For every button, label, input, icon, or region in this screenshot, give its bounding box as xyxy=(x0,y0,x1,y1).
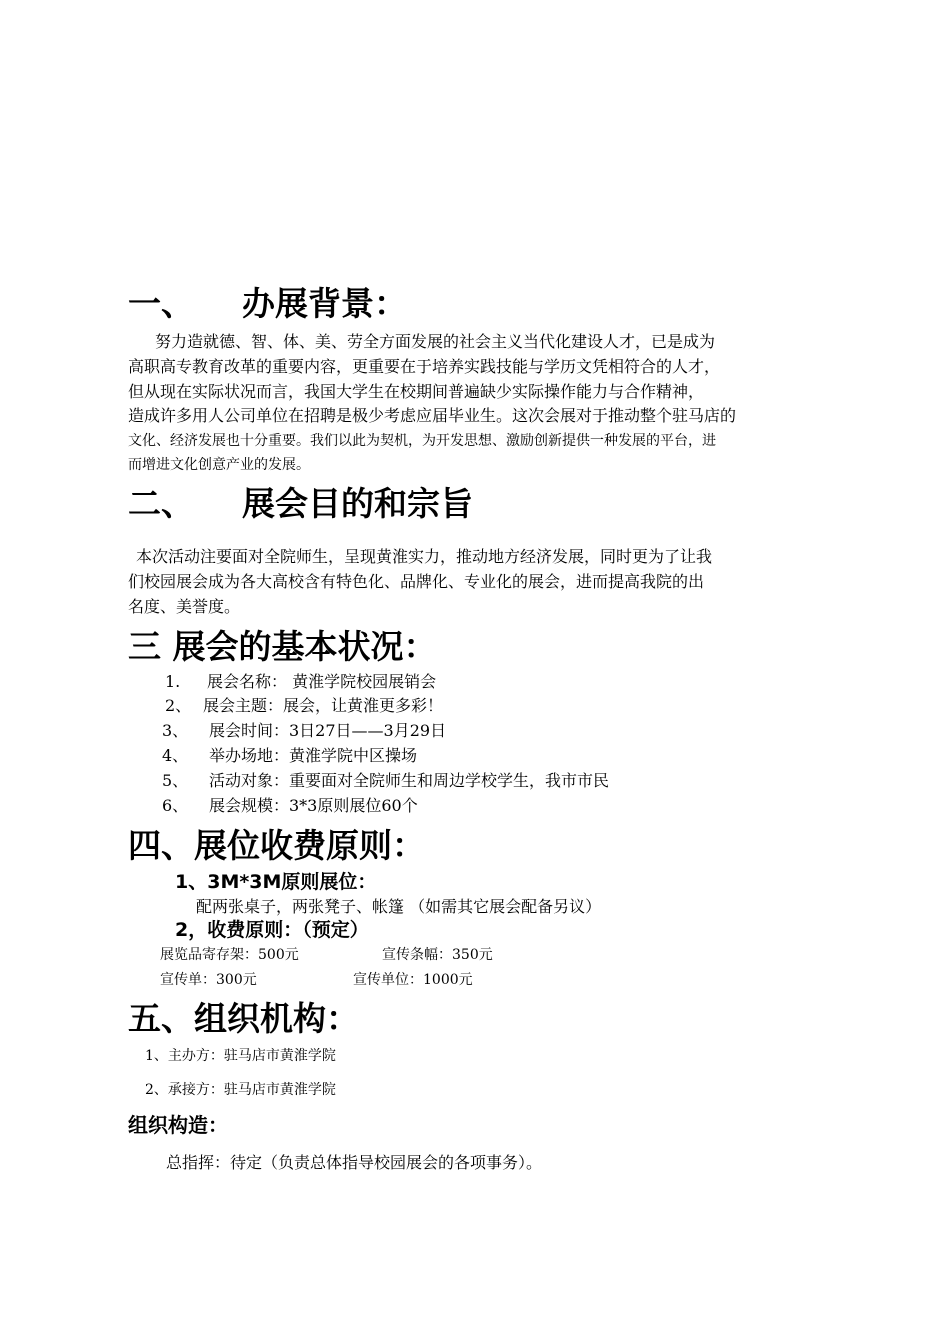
section-2-number: 二、 xyxy=(128,484,194,523)
fee-subheading-1: 1、3M*3M原则展位： xyxy=(175,871,377,893)
fee-item: 宣传单：300元 xyxy=(160,972,257,988)
section-2-title: 展会目的和宗旨 xyxy=(242,484,473,523)
section-3-heading: 三 展会的基本状况： xyxy=(128,627,437,666)
section-2-line-1: 本次活动注要面对全院师生，呈现黄淮实力，推动地方经济发展，同时更为了让我 xyxy=(136,547,713,566)
section-1-line-3: 但从现在实际状况而言，我国大学生在校期间普遍缺少实际操作能力与合作精神， xyxy=(128,382,705,401)
section-2-line-2: 们校园展会成为各大高校含有特色化、品牌化、专业化的展会，进而提高我院的出 xyxy=(128,572,705,591)
section-1-title: 办展背景： xyxy=(242,284,407,323)
fee-subheading-2: 2，收费原则：（预定） xyxy=(175,919,369,941)
section-1-heading xyxy=(128,284,407,324)
organizer-item: 2、承接方：驻马店市黄淮学院 xyxy=(145,1082,336,1098)
section-1-line-2: 高职高专教育改革的重要内容，更重要在于培养实践技能与学历文凭相符合的人才， xyxy=(128,357,721,376)
list-item: 2、 展会主题：展会，让黄淮更多彩！ xyxy=(165,696,444,715)
list-item: 1. 展会名称： 黄淮学院校园展销会 xyxy=(165,672,437,691)
section-5-heading: 五、组织机构： xyxy=(128,999,359,1038)
fee-item: 宣传单位：1000元 xyxy=(353,972,473,988)
fee-item: 展览品寄存架：500元 xyxy=(160,947,299,963)
section-2-line-3: 名度、美誉度。 xyxy=(128,597,241,616)
section-2-heading xyxy=(128,484,473,524)
section-1-line-4: 造成许多用人公司单位在招聘是极少考虑应届毕业生。这次会展对于推动整个驻马店的 xyxy=(128,406,737,425)
structure-heading: 组织构造： xyxy=(128,1113,228,1137)
fee-item: 宣传条幅：350元 xyxy=(382,947,493,963)
section-1-line-6: 而增进文化创意产业的发展。 xyxy=(128,457,310,473)
section-4-heading: 四、展位收费原则： xyxy=(128,826,425,865)
list-item: 5、 活动对象：重要面对全院师生和周边学校学生，我市市民 xyxy=(162,771,610,790)
organizer-item: 1、主办方：驻马店市黄淮学院 xyxy=(145,1048,336,1064)
section-1-line-5: 文化、经济发展也十分重要。我们以此为契机，为开发思想、激励创新提供一种发展的平台，进 xyxy=(128,433,716,449)
section-1-number: 一、 xyxy=(128,284,194,323)
fee-booth-description: 配两张桌子，两张凳子、帐篷 （如需其它展会配备另议） xyxy=(196,897,602,916)
list-item: 6、 展会规模：3*3原则展位60个 xyxy=(162,796,418,815)
structure-text: 总指挥：待定（负责总体指导校园展会的各项事务）。 xyxy=(166,1153,543,1172)
list-item: 3、 展会时间：3日27日——3月29日 xyxy=(162,721,447,740)
list-item: 4、 举办场地：黄淮学院中区操场 xyxy=(162,746,418,765)
section-1-line-1: 努力造就德、智、体、美、劳全方面发展的社会主义当代化建设人才，已是成为 xyxy=(155,332,716,351)
